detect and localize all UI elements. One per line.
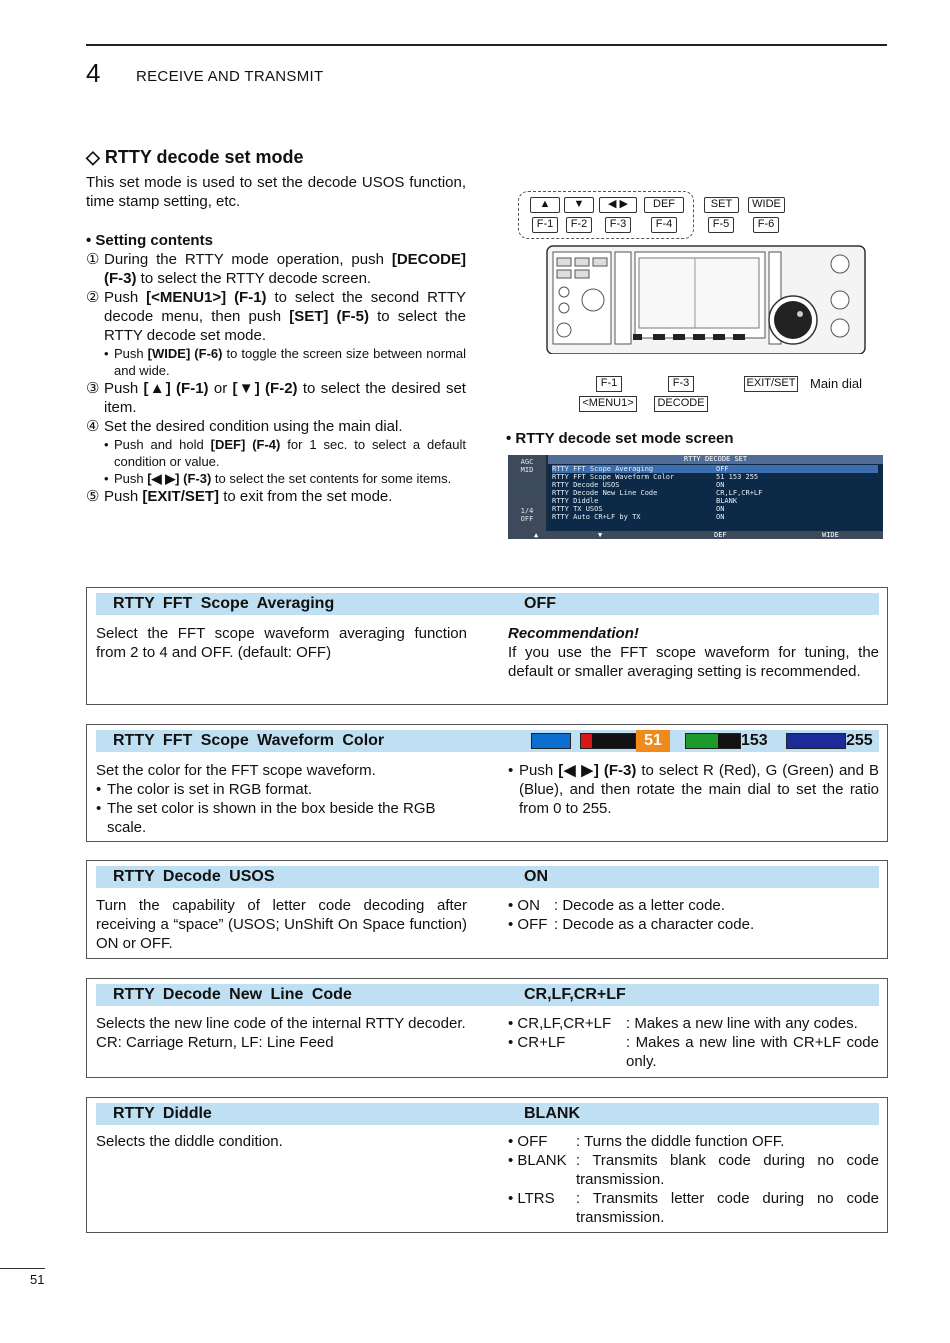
item-default: ON: [524, 868, 548, 885]
item-new-line-code: [86, 978, 888, 1078]
blue-scale-bar: [786, 733, 846, 749]
step-4-note-2: • Push [◀ ▶] (F-3) to select the set contents for some items.: [104, 471, 452, 486]
screen-row: RTTY Auto CR+LF by TX ON: [552, 513, 725, 521]
step-4: ④ Set the desired condition using the main dial.: [86, 418, 403, 435]
screen-row: RTTY TX USOS ON: [552, 505, 725, 513]
item-description: Selects the new line code of the internal RTTY decoder. CR: Carriage Return, LF: Line Feed: [96, 1015, 466, 1051]
fkey-6: F-6: [753, 217, 779, 233]
label-f3: F-3: [668, 376, 694, 392]
item-note: [508, 624, 879, 681]
item-header: [96, 593, 879, 615]
option-row: • CR+LF : Makes a new line with CR+LF code only.: [508, 1034, 879, 1070]
option-row: • OFF : Decode as a character code.: [508, 916, 755, 933]
softkey-down: ▼: [598, 531, 603, 539]
item-default: OFF: [524, 595, 556, 612]
blue-value: 255: [846, 732, 873, 749]
chapter-number: 4: [86, 58, 101, 88]
option-row: • ON : Decode as a letter code.: [508, 897, 725, 914]
softkey-wide: WIDE: [822, 531, 839, 539]
key-left-right: ◀ ▶: [599, 197, 637, 213]
option-row: • CR,LF,CR+LF : Makes a new line with any codes.: [508, 1015, 858, 1032]
header-rule: [86, 44, 887, 46]
item-header: [96, 730, 879, 752]
label-decode: DECODE: [654, 396, 708, 412]
item-default: CR,LF,CR+LF: [524, 986, 626, 1003]
item-description: Select the FFT scope waveform averaging function from 2 to 4 and OFF. (default: OFF): [96, 625, 467, 661]
screen-title: RTTY DECODE SET: [548, 455, 883, 464]
color-preview-box: [531, 733, 571, 749]
step-2-note: • Push [WIDE] (F-6) to toggle the screen size between normal and wide.: [104, 346, 467, 378]
step-4-note-1: • Push and hold [DEF] (F-4) for 1 sec. to select a default condition or value.: [104, 437, 467, 469]
red-scale-bar: [580, 733, 636, 749]
step-5: ⑤ Push [EXIT/SET] to exit from the set mode.: [86, 488, 393, 505]
screen-softkeys: [508, 531, 883, 539]
item-header: [96, 866, 879, 888]
step-3: ③ Push [▲] (F-1) or [▼] (F-2) to select the desired set item.: [86, 380, 466, 416]
screen-row: RTTY Decode New Line Code CR,LF,CR+LF: [552, 489, 763, 497]
item-description: Selects the diddle condition.: [96, 1133, 283, 1150]
item-note: • Push [◀ ▶] (F-3) to select R (Red), G (Green) and B (Blue), and then rotate the main dial to set the ratio from 0 to 255.: [508, 762, 880, 817]
item-description: Turn the capability of letter code decoding after receiving a “space” (USOS; UnShift On Space function) ON or OFF.: [96, 897, 467, 952]
item-description: Set the color for the FFT scope waveform. • The color is set in RGB format. • The set color is shown in the box beside the RGB scale.: [96, 762, 436, 836]
item-decode-usos: [86, 860, 888, 959]
fkey-2: F-2: [566, 217, 592, 233]
recommendation-title: Recommendation!: [508, 625, 639, 642]
screen-main: [548, 455, 883, 531]
decode-set-screen: [508, 455, 883, 539]
fkey-3: F-3: [605, 217, 631, 233]
page-number: 51: [30, 1272, 45, 1287]
item-header: [96, 984, 879, 1006]
option-row: • OFF : Turns the diddle function OFF.: [508, 1133, 785, 1150]
green-value: 153: [741, 732, 768, 749]
section-intro: This set mode is used to set the decode USOS function, time stamp setting, etc.: [86, 174, 466, 210]
screen-caption: • RTTY decode set mode screen: [506, 430, 734, 447]
item-diddle: [86, 1097, 888, 1233]
item-options: [508, 1132, 879, 1227]
screen-row: RTTY Decode USOS ON: [552, 481, 725, 489]
item-name: RTTY FFT Scope Averaging: [113, 595, 335, 612]
item-waveform-color: [86, 724, 888, 842]
step-2: ② Push [<MENU1>] (F-1) to select the second RTTY decode menu, then push [SET] (F-5) to select the RTTY decode set mode.: [86, 289, 466, 344]
screen-row: RTTY FFT Scope Waveform Color 51 153 255: [552, 473, 759, 481]
label-menu1: <MENU1>: [579, 396, 637, 412]
item-name: RTTY Decode New Line Code: [113, 986, 352, 1003]
item-name: RTTY Decode USOS: [113, 868, 275, 885]
screen-left-panel: [508, 455, 546, 539]
step-1: ① During the RTTY mode operation, push [DECODE] (F-3) to select the RTTY decode screen.: [86, 251, 466, 287]
item-header: [96, 1103, 879, 1125]
screen-page: 1/4 OFF: [520, 507, 534, 523]
option-row: • BLANK : Transmits blank code during no code transmission.: [508, 1152, 879, 1188]
key-def: DEF: [644, 197, 684, 213]
red-value: 51: [636, 730, 670, 752]
setting-steps: [86, 231, 466, 506]
fkey-1: F-1: [532, 217, 558, 233]
item-fft-averaging: [86, 587, 888, 705]
label-main-dial: Main dial: [810, 376, 863, 391]
softkey-def: DEF: [714, 531, 727, 539]
screen-row: RTTY FFT Scope Averaging OFF: [552, 465, 878, 473]
option-row: • LTRS : Transmits letter code during no code transmission.: [508, 1190, 879, 1226]
recommendation-text: If you use the FFT scope waveform for tuning, the default or smaller averaging setting is recommended.: [508, 644, 879, 680]
chapter-title: RECEIVE AND TRANSMIT: [136, 68, 324, 85]
label-exit-set: EXIT/SET: [744, 376, 798, 392]
item-options: [508, 1014, 879, 1071]
steps-heading: • Setting contents: [86, 232, 213, 249]
screen-row: RTTY Diddle BLANK: [552, 497, 738, 505]
softkey-up: ▲: [534, 531, 539, 539]
key-wide: WIDE: [748, 197, 785, 213]
item-name: RTTY Diddle: [113, 1105, 212, 1122]
key-down: ▼: [564, 197, 594, 213]
green-scale-bar: [685, 733, 741, 749]
label-f1: F-1: [596, 376, 622, 392]
screen-agc: AGC MID: [520, 458, 534, 474]
key-set: SET: [704, 197, 739, 213]
fkey-4: F-4: [651, 217, 677, 233]
transceiver-illustration: [545, 244, 867, 354]
item-default: BLANK: [524, 1105, 580, 1122]
section-title: ◇ RTTY decode set mode: [86, 147, 304, 167]
item-name: RTTY FFT Scope Waveform Color: [113, 732, 385, 749]
item-options: [508, 896, 879, 934]
key-up: ▲: [530, 197, 560, 213]
footer-rule: [0, 1268, 45, 1269]
fkey-5: F-5: [708, 217, 734, 233]
